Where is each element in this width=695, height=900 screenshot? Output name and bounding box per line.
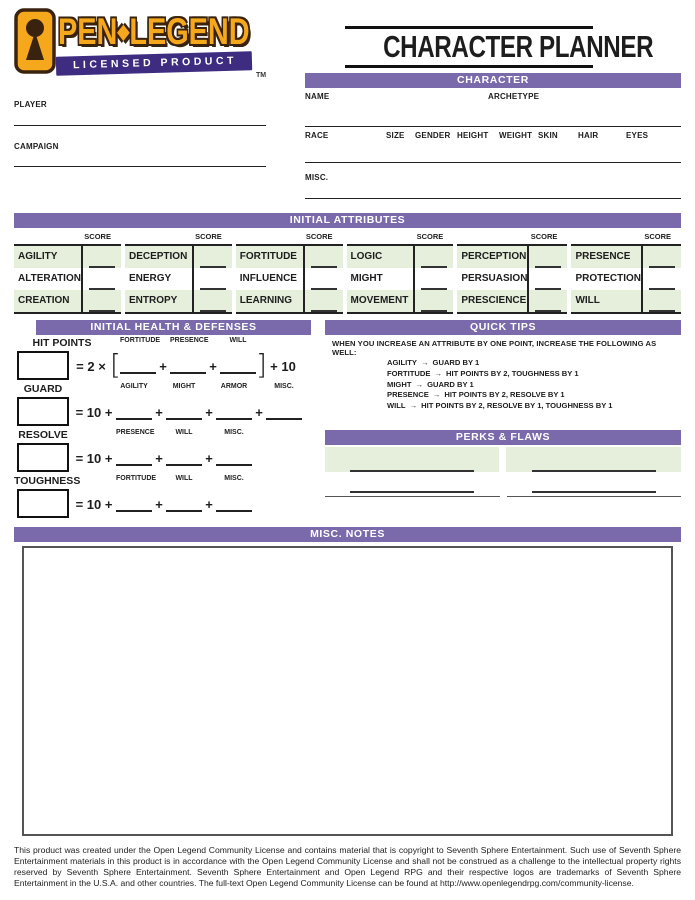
- operand-label: FORTITUDE: [120, 337, 161, 344]
- name-label: NAME: [305, 92, 330, 101]
- attribute-score-blank[interactable]: [305, 290, 343, 312]
- attribute-column-3: [236, 230, 343, 314]
- character-header: CHARACTER: [305, 73, 681, 88]
- attribute-name: PRESENCE: [571, 246, 643, 268]
- plus-sign: +: [159, 359, 167, 374]
- attribute-name: PERCEPTION: [457, 246, 529, 268]
- health-defenses-header: INITIAL HEALTH & DEFENSES: [36, 320, 311, 335]
- attribute-row: [571, 290, 681, 312]
- attribute-row: [571, 268, 681, 290]
- attribute-score-blank[interactable]: [194, 246, 232, 268]
- attribute-score-blank[interactable]: [415, 268, 453, 290]
- campaign-label: CAMPAIGN: [14, 142, 59, 151]
- will-blank[interactable]: [166, 462, 202, 466]
- player-field[interactable]: [14, 92, 266, 126]
- attribute-score-blank[interactable]: [305, 246, 343, 268]
- plus-sign: +: [155, 405, 163, 420]
- attribute-name: PERSUASION: [457, 268, 529, 290]
- attribute-row: [236, 246, 343, 268]
- operand-label: MISC.: [224, 429, 244, 436]
- equation-text: = 2 ×: [76, 359, 106, 374]
- hit-points-value-box[interactable]: [17, 351, 69, 380]
- operand-label: WILL: [175, 429, 193, 436]
- equation-text: = 10 +: [75, 451, 113, 466]
- brand-part1: PEN: [58, 11, 118, 52]
- attribute-row: [457, 246, 567, 268]
- misc-blank[interactable]: [216, 508, 252, 512]
- attribute-row: [14, 268, 121, 290]
- presence-blank[interactable]: [170, 370, 206, 374]
- perks-flaws-header: PERKS & FLAWS: [325, 430, 681, 445]
- attribute-score-blank[interactable]: [415, 290, 453, 312]
- plus-sign: +: [155, 497, 163, 512]
- fortitude-blank[interactable]: [116, 508, 152, 512]
- attribute-score-blank[interactable]: [529, 290, 567, 312]
- eyes-label: EYES: [626, 131, 649, 140]
- resolve-value-box[interactable]: [17, 443, 69, 472]
- attribute-row: [457, 268, 567, 290]
- quick-tip: MIGHT → GUARD BY 1: [387, 379, 474, 389]
- operand-label: AGILITY: [120, 383, 148, 390]
- operand-label: WILL: [229, 337, 247, 344]
- hair-label: HAIR: [578, 131, 599, 140]
- quick-tips-section: [325, 320, 681, 412]
- score-header: SCORE: [195, 232, 222, 241]
- equation-text: + 10: [270, 359, 296, 374]
- initial-attributes-header: INITIAL ATTRIBUTES: [14, 213, 681, 228]
- guard-value-box[interactable]: [17, 397, 69, 426]
- might-blank[interactable]: [166, 416, 202, 420]
- attribute-name: PROTECTION: [571, 268, 643, 290]
- resolve-label: RESOLVE: [18, 429, 68, 441]
- equation-text: = 10 +: [75, 405, 113, 420]
- operand-label: ARMOR: [220, 383, 248, 390]
- title-rule-bottom: [345, 65, 593, 68]
- attribute-row: [347, 268, 454, 290]
- height-label: HEIGHT: [457, 131, 489, 140]
- plus-sign: +: [205, 497, 213, 512]
- character-section: [305, 73, 681, 199]
- keyhole-icon: [14, 8, 56, 74]
- perks-flaws-row: [325, 472, 681, 497]
- weight-label: WEIGHT: [499, 131, 533, 140]
- open-legend-logo: [14, 8, 274, 86]
- attribute-name: WILL: [571, 290, 643, 312]
- attribute-row: [347, 246, 454, 268]
- quick-tip: AGILITY → GUARD BY 1: [387, 358, 480, 367]
- attribute-name: DECEPTION: [125, 246, 194, 268]
- misc-blank[interactable]: [216, 462, 252, 466]
- attribute-score-blank[interactable]: [83, 268, 121, 290]
- attribute-row: [14, 290, 121, 312]
- attribute-score-blank[interactable]: [415, 246, 453, 268]
- attribute-name: LEARNING: [236, 290, 305, 312]
- operand-label: MIGHT: [172, 383, 196, 390]
- guard-block: [14, 383, 311, 427]
- quick-tip: PRESENCE → HIT POINTS BY 2, RESOLVE BY 1: [387, 390, 565, 400]
- attribute-row: [236, 268, 343, 290]
- quick-tips-header: QUICK TIPS: [325, 320, 681, 335]
- perk-entry-blank[interactable]: [325, 472, 500, 497]
- toughness-label: TOUGHNESS: [14, 475, 81, 487]
- attribute-name: ENTROPY: [125, 290, 194, 312]
- will-blank[interactable]: [220, 370, 256, 374]
- hit-points-block: [14, 337, 311, 381]
- attribute-row: [236, 290, 343, 312]
- operand-label: MISC.: [224, 475, 244, 482]
- perk-entry-blank[interactable]: [325, 447, 500, 472]
- flaw-entry-blank[interactable]: [507, 472, 682, 497]
- presence-blank[interactable]: [116, 462, 152, 466]
- attribute-score-blank[interactable]: [529, 268, 567, 290]
- arrow-icon: →: [415, 379, 424, 389]
- arrow-icon: →: [409, 401, 418, 411]
- misc-notes-section: [14, 527, 681, 542]
- attribute-name: MIGHT: [347, 268, 416, 290]
- quick-tip: WILL → HIT POINTS BY 2, RESOLVE BY 1, TOUGHNESS BY 1: [387, 401, 613, 411]
- size-label: SIZE: [386, 131, 405, 140]
- plus-sign: +: [255, 405, 263, 420]
- attribute-score-blank[interactable]: [643, 268, 681, 290]
- operand-label: MISC.: [274, 383, 294, 390]
- hit-points-label: HIT POINTS: [32, 337, 92, 349]
- quick-tips-intro: WHEN YOU INCREASE AN ATTRIBUTE BY ONE POINT, INCREASE THE FOLLOWING AS WELL:: [332, 339, 657, 357]
- brand-wordmark: [58, 12, 250, 52]
- operand-label: PRESENCE: [170, 337, 209, 344]
- attribute-row: [125, 290, 232, 312]
- attribute-score-blank[interactable]: [194, 290, 232, 312]
- arrow-icon: →: [420, 358, 429, 367]
- attribute-name: ENERGY: [125, 268, 194, 290]
- score-header: SCORE: [84, 232, 111, 241]
- perks-flaws-row: [325, 447, 681, 472]
- attribute-score-blank[interactable]: [83, 290, 121, 312]
- attribute-name: INFLUENCE: [236, 268, 305, 290]
- misc-notes-header: MISC. NOTES: [14, 527, 681, 542]
- initial-attributes-section: [14, 213, 681, 314]
- brand-part2: LEGEND: [129, 11, 250, 52]
- attribute-score-blank[interactable]: [529, 246, 567, 268]
- armor-blank[interactable]: [216, 416, 252, 420]
- open-bracket: [: [110, 348, 121, 381]
- skin-label: SKIN: [538, 131, 558, 140]
- quick-tip: FORTITUDE → HIT POINTS BY 2, TOUGHNESS BY 1: [387, 368, 579, 378]
- attribute-row: [571, 246, 681, 268]
- attribute-name: LOGIC: [347, 246, 416, 268]
- attribute-row: [125, 246, 232, 268]
- score-header: SCORE: [644, 232, 671, 241]
- attribute-score-blank[interactable]: [305, 268, 343, 290]
- attribute-name: PRESCIENCE: [457, 290, 529, 312]
- toughness-value-box[interactable]: [17, 489, 69, 518]
- plus-sign: +: [155, 451, 163, 466]
- attribute-name: MOVEMENT: [347, 290, 416, 312]
- attribute-row: [457, 290, 567, 312]
- arrow-icon: →: [434, 368, 443, 378]
- character-misc-row[interactable]: [305, 163, 681, 199]
- will-blank[interactable]: [166, 508, 202, 512]
- page-title: CHARACTER PLANNER: [383, 29, 654, 64]
- trademark-mark: TM: [256, 72, 267, 79]
- license-footer-text: This product was created under the Open Legend Community License and contains material that is copyright to Seventh Sphere Entertainment. Such use of Seventh Sphere Entertainment materials in this product is in accordance with the Open Legend Community License and shall not be construed as a challenge to the intellectual property rights reserved by Seventh Sphere Entertainment. Seventh Sphere Entertainment and Open Legend RPG and their respective logos are trademarks of Seventh Sphere Entertainment in the U.S.A. and other countries. The full-text Open Legend Community License can be found at http://www.openlegendrpg.com/community-license.: [14, 845, 681, 888]
- plus-sign: +: [205, 451, 213, 466]
- attribute-row: [14, 246, 121, 268]
- attribute-name: CREATION: [14, 290, 83, 312]
- flaw-entry-blank[interactable]: [507, 447, 682, 472]
- health-defenses-section: [14, 320, 311, 519]
- attribute-column-6: [571, 230, 681, 314]
- misc-notes-box[interactable]: [22, 546, 673, 836]
- guard-label: GUARD: [23, 383, 63, 395]
- equation-text: = 10 +: [75, 497, 113, 512]
- attribute-row: [125, 268, 232, 290]
- character-details-row[interactable]: [305, 127, 681, 163]
- archetype-label: ARCHETYPE: [488, 92, 540, 101]
- score-header: SCORE: [305, 232, 333, 241]
- operand-label: PRESENCE: [116, 429, 155, 436]
- plus-sign: +: [209, 359, 217, 374]
- attribute-column-4: [347, 230, 454, 314]
- attribute-score-blank[interactable]: [643, 290, 681, 312]
- diamond-icon: ◆: [117, 21, 130, 43]
- attribute-score-blank[interactable]: [83, 246, 121, 268]
- operand-label: FORTITUDE: [116, 475, 157, 482]
- attribute-name: ALTERATION: [14, 268, 83, 290]
- misc-label: MISC.: [305, 173, 329, 182]
- agility-blank[interactable]: [116, 416, 152, 420]
- operand-label: WILL: [175, 475, 193, 482]
- name-archetype-row[interactable]: [305, 88, 681, 127]
- toughness-block: [14, 475, 311, 519]
- race-label: RACE: [305, 131, 329, 140]
- attribute-row: [347, 290, 454, 312]
- licensed-product-banner: LICENSED PRODUCT: [56, 51, 252, 75]
- attribute-column-5: [457, 230, 567, 314]
- perks-flaws-section: [325, 430, 681, 497]
- close-bracket: ]: [256, 348, 267, 381]
- misc-blank[interactable]: [266, 416, 302, 420]
- gender-label: GENDER: [415, 131, 451, 140]
- score-header: SCORE: [530, 232, 558, 241]
- fortitude-blank[interactable]: [120, 370, 156, 374]
- attribute-name: AGILITY: [14, 246, 83, 268]
- attribute-name: FORTITUDE: [236, 246, 305, 268]
- score-header: SCORE: [416, 232, 444, 241]
- campaign-field[interactable]: [14, 134, 266, 167]
- player-label: PLAYER: [14, 100, 47, 109]
- title-block: [345, 26, 654, 68]
- arrow-icon: →: [432, 390, 441, 400]
- attribute-column-2: [125, 230, 232, 314]
- attribute-score-blank[interactable]: [194, 268, 232, 290]
- attribute-column-1: [14, 230, 121, 314]
- attribute-score-blank[interactable]: [643, 246, 681, 268]
- resolve-block: [14, 429, 311, 473]
- plus-sign: +: [205, 405, 213, 420]
